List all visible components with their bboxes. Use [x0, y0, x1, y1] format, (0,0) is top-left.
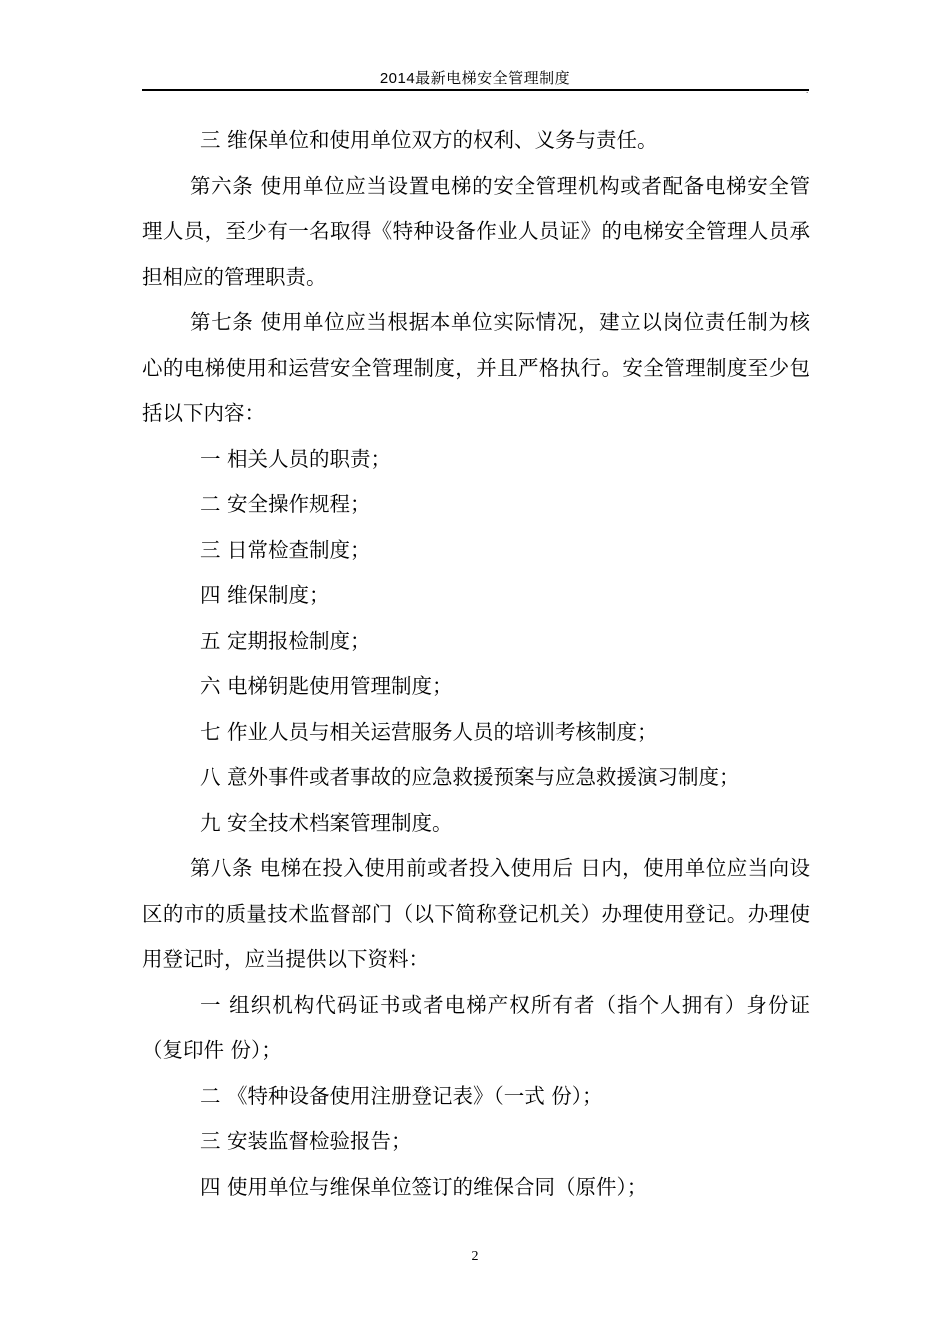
clause-item: 八 意外事件或者事故的应急救援预案与应急救援演习制度；: [200, 765, 740, 789]
clause-item: 四 维保制度；: [200, 583, 330, 607]
article-paragraph: 第八条 电梯在投入使用前或者投入使用后 日内，使用单位应当向设区的市的质量技术监督部门（以下简称登记机关）办理使用登记。办理使用登记时，应当提供以下资料：: [142, 856, 810, 971]
clause-item: 九 安全技术档案管理制度。: [200, 810, 453, 835]
clause-item: 五 定期报检制度；: [200, 628, 371, 653]
clause-item: 三 安装监督检验报告；: [200, 1129, 412, 1153]
clause-item: 一 相关人员的职责；: [200, 446, 392, 471]
clause-item: 二 《特种设备使用注册登记表》（一式 份）；: [200, 1083, 603, 1108]
document-body: [142, 118, 810, 1210]
clause-item: 七 作业人员与相关运营服务人员的培训考核制度；: [200, 719, 658, 744]
page-header-title: 2014最新电梯安全管理制度: [379, 70, 571, 87]
clause-item: 三 维保单位和使用单位双方的权利、义务与责任。: [200, 128, 658, 152]
clause-item: 六 电梯钥匙使用管理制度；: [200, 674, 453, 698]
clause-item: 一 组织机构代码证书或者电梯产权所有者（指个人拥有）身份证（复印件 份）；: [142, 992, 810, 1062]
page-number: 2: [471, 1249, 479, 1264]
clause-item: 三 日常检查制度；: [200, 537, 371, 562]
header-divider: [142, 89, 809, 91]
clause-item: 二 安全操作规程；: [200, 492, 371, 516]
clause-item: 四 使用单位与维保单位签订的维保合同（原件）；: [200, 1174, 648, 1199]
header-edge-mark: .: [806, 86, 809, 95]
article-paragraph: 第七条 使用单位应当根据本单位实际情况，建立以岗位责任制为核心的电梯使用和运营安全管理制度，并且严格执行。安全管理制度至少包括以下内容：: [142, 310, 810, 425]
article-paragraph: 第六条 使用单位应当设置电梯的安全管理机构或者配备电梯安全管理人员，至少有一名取得《特种设备作业人员证》的电梯安全管理人员承担相应的管理职责。: [142, 173, 810, 289]
